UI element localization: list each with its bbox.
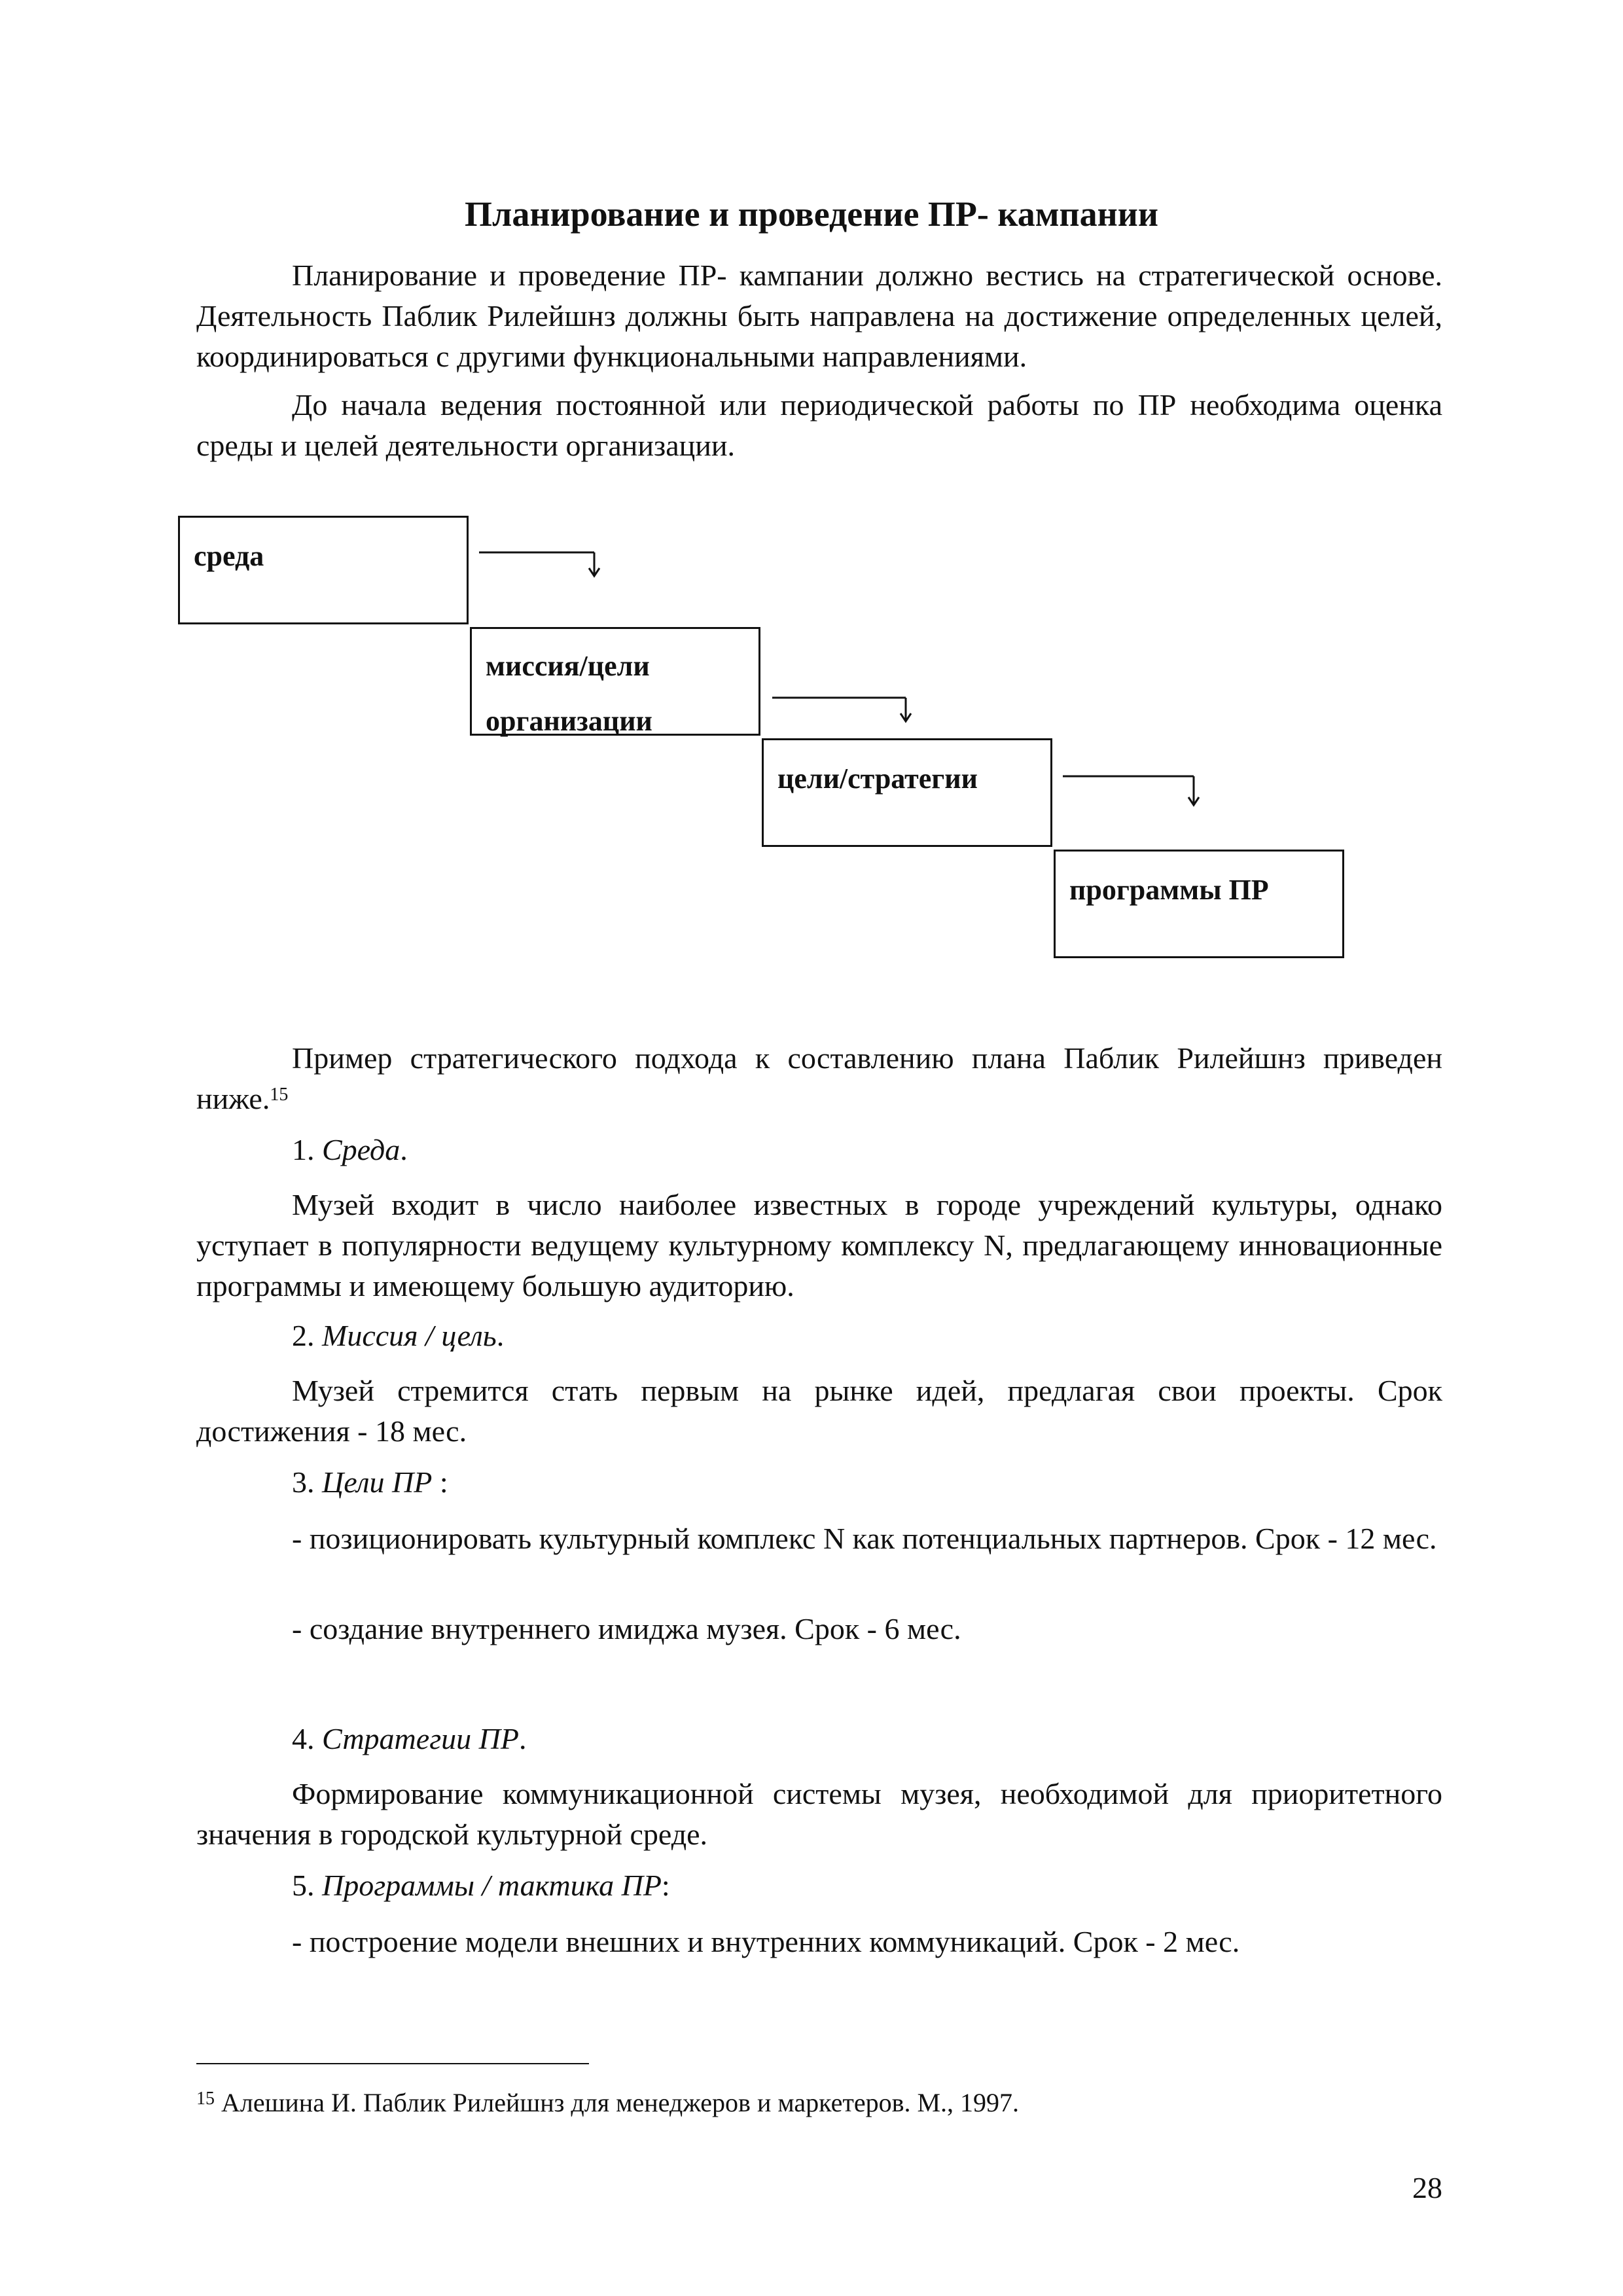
footnote-divider	[196, 2063, 589, 2064]
example-intro: Пример стратегического подхода к составлению плана Паблик Рилейшнз приведен ниже.$^{15}$	[196, 1041, 1442, 1115]
footnote: $^{15}$ Алешина И. Паблик Рилейшнз для менеджеров и маркетеров. М., 1997.	[196, 2088, 1020, 2117]
diagram-label-goals-strategies: цели/стратегии	[777, 762, 978, 795]
section-1-text: Музей входит в число наиболее известных в городе учреждений культуры, однако уступает в популярности ведущему культурному комплексу N, предлагающему инновационные программы и имеющему большую аудиторию.	[196, 1188, 1442, 1302]
section-3-heading: 3. Цели ПР :	[292, 1465, 448, 1499]
section-2-text: Музей стремится стать первым на рынке идей, предлагая свои проекты. Срок достижения - 18 мес.	[196, 1374, 1442, 1448]
diagram-label-mission-1: миссия/цели	[486, 650, 650, 682]
section-3-item-1: - позиционировать культурный комплекс N как потенциальных партнеров. Срок - 12 мес.	[292, 1522, 1437, 1555]
page-title: Планирование и проведение ПР- кампании	[465, 194, 1158, 234]
page-number: 28	[1412, 2171, 1442, 2204]
diagram-label-environment: среда	[194, 540, 264, 572]
diagram-label-pr-programs: программы ПР	[1069, 874, 1269, 906]
section-5-heading: 5. Программы / тактика ПР:	[292, 1869, 670, 1902]
intro-paragraph-1: Планирование и проведение ПР- кампании должно вестись на стратегической основе. Деятельность Паблик Рилейшнз должны быть направлена на достижение определенных целей, координироваться с другими функциональными направлениями.	[196, 259, 1442, 373]
section-2-heading: 2. Миссия / цель.	[292, 1319, 505, 1352]
diagram-label-mission-2: организации	[486, 705, 652, 737]
arrow-1-icon	[476, 543, 607, 583]
section-5-item-1: - построение модели внешних и внутренних коммуникаций. Срок - 2 мес.	[292, 1925, 1240, 1958]
section-4-heading: 4. Стратегии ПР.	[292, 1722, 527, 1755]
arrow-2-icon	[770, 689, 914, 728]
section-1-heading: 1. Среда.	[292, 1133, 408, 1166]
intro-paragraph-2: До начала ведения постоянной или периодической работы по ПР необходима оценка среды и целей деятельности организации.	[196, 388, 1442, 462]
arrow-3-icon	[1060, 767, 1204, 813]
footnote-ref: 15	[270, 1085, 289, 1105]
section-3-item-2: - создание внутреннего имиджа музея. Срок - 6 мес.	[292, 1612, 961, 1645]
section-4-text: Формирование коммуникационной системы музея, необходимой для приоритетного значения в городской культурной среде.	[196, 1777, 1442, 1851]
